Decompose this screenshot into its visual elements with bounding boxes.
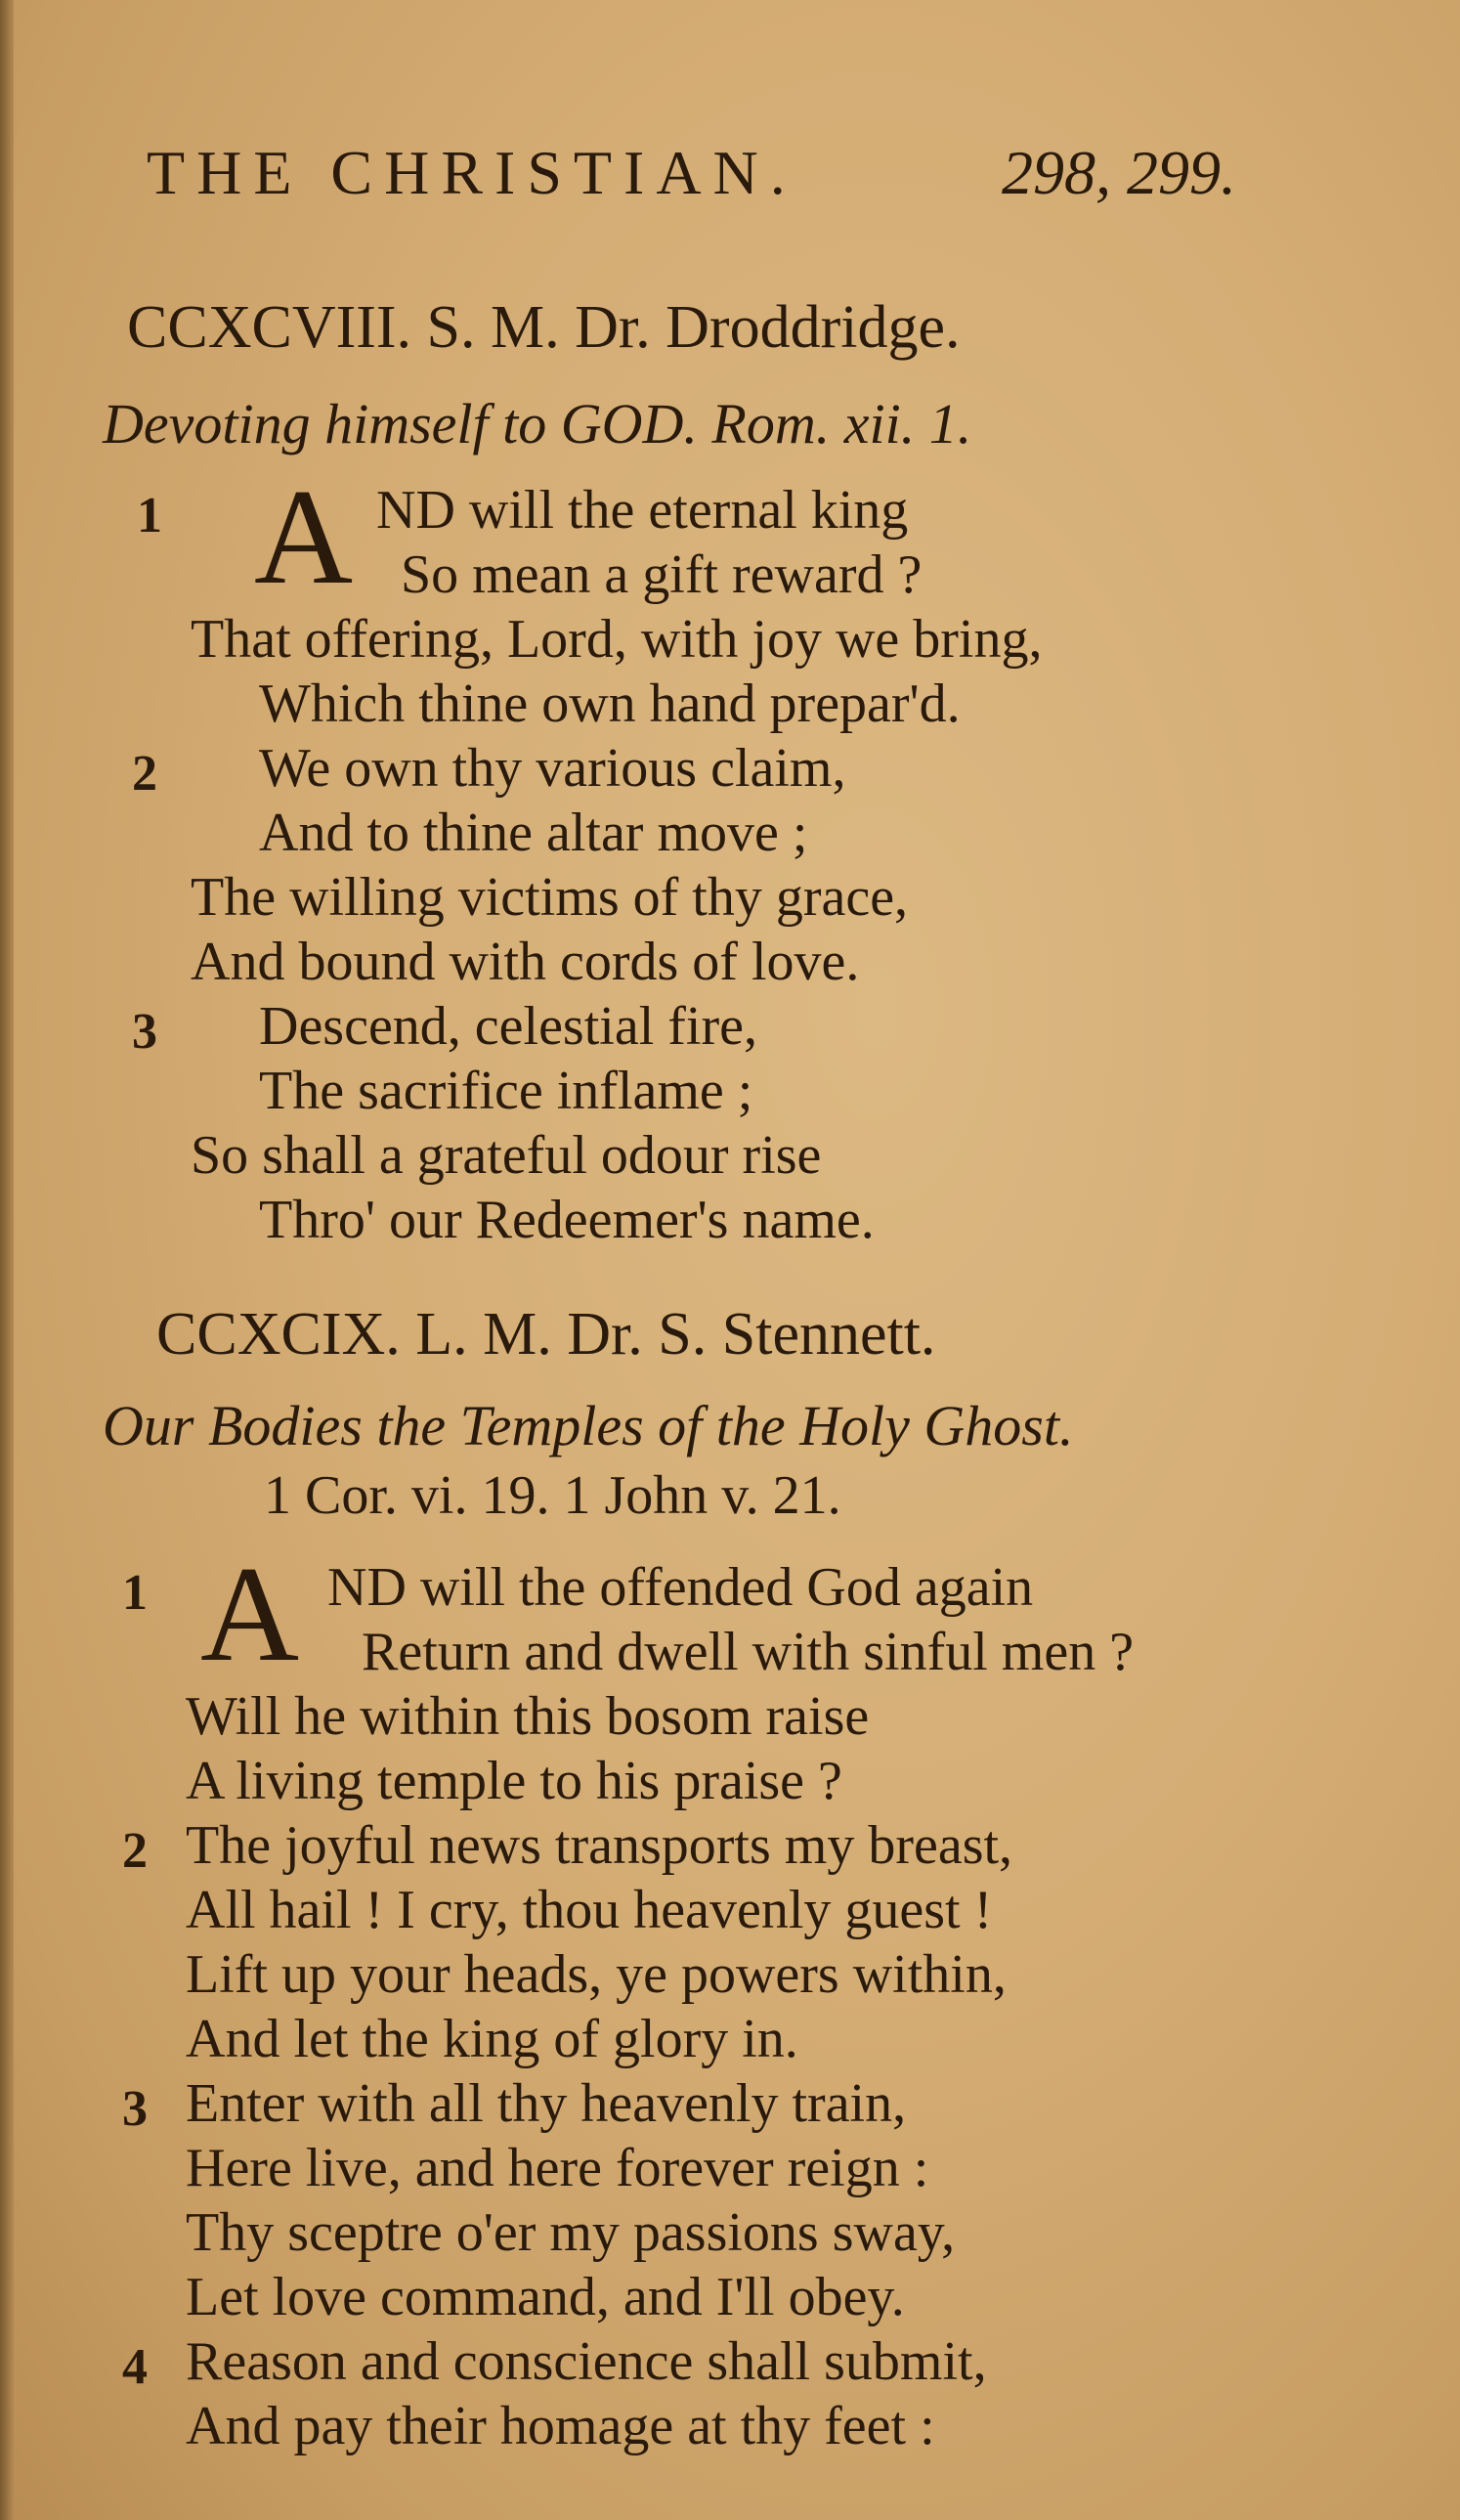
- verse-line: We own thy various claim,: [259, 738, 846, 799]
- verse-line: Return and dwell with sinful men ?: [362, 1622, 1135, 1682]
- verse-line: The willing victims of thy grace,: [191, 867, 909, 928]
- hymn-heading: CCXCIX. L. M. Dr. S. Stennett.: [156, 1301, 936, 1368]
- verse-number: 3: [132, 1004, 157, 1060]
- verse-line: So mean a gift reward ?: [401, 544, 923, 605]
- verse-number: 3: [122, 2081, 148, 2137]
- verse-number: 2: [122, 1823, 148, 1879]
- verse-line: Will he within this bosom raise: [186, 1686, 870, 1747]
- hymn-reference: 1 Cor. vi. 19. 1 John v. 21.: [264, 1465, 841, 1526]
- verse-line: And pay their homage at thy feet :: [186, 2396, 935, 2456]
- hymn-heading: CCXCVIII. S. M. Dr. Droddridge.: [127, 294, 961, 361]
- verse-line: The joyful news transports my breast,: [186, 1815, 1013, 1876]
- verse-line: Here live, and here forever reign :: [186, 2138, 929, 2198]
- verse-line: Let love command, and I'll obey.: [186, 2267, 905, 2327]
- running-title: THE CHRISTIAN.: [147, 138, 797, 207]
- verse-line: A living temple to his praise ?: [186, 1751, 842, 1811]
- verse-line: So shall a grateful odour rise: [191, 1125, 822, 1186]
- verse-line: Which thine own hand prepar'd.: [259, 673, 961, 734]
- verse-number: 4: [122, 2339, 148, 2395]
- verse-line: That offering, Lord, with joy we bring,: [191, 609, 1043, 670]
- verse-line: Descend, celestial fire,: [259, 996, 757, 1057]
- verse-line: Thy sceptre o'er my passions sway,: [186, 2202, 956, 2263]
- hymn-subtitle: Our Bodies the Temples of the Holy Ghost.: [103, 1394, 1074, 1457]
- verse-number: 1: [122, 1565, 148, 1621]
- verse-line: And let the king of glory in.: [186, 2009, 798, 2069]
- verse-line: The sacrifice inflame ;: [259, 1061, 753, 1121]
- page-numbers: 298, 299.: [1002, 138, 1236, 207]
- verse-number: 2: [132, 746, 157, 802]
- verse-line: Lift up your heads, ye powers within,: [186, 1944, 1007, 2005]
- verse-line: Enter with all thy heavenly train,: [186, 2073, 907, 2134]
- verse-number: 1: [137, 488, 162, 543]
- verse-line: ND will the eternal king: [376, 480, 909, 541]
- verse-line: All hail ! I cry, thou heavenly guest !: [186, 1880, 993, 1940]
- verse-line: Reason and conscience shall submit,: [186, 2331, 987, 2392]
- drop-cap: A: [254, 461, 354, 613]
- verse-line: Thro' our Redeemer's name.: [259, 1190, 875, 1250]
- verse-line: And bound with cords of love.: [191, 932, 860, 992]
- drop-cap: A: [200, 1539, 300, 1690]
- hymn-subtitle: Devoting himself to GOD. Rom. xii. 1.: [103, 392, 972, 456]
- verse-line: ND will the offended God again: [327, 1557, 1034, 1618]
- verse-line: And to thine altar move ;: [259, 803, 808, 863]
